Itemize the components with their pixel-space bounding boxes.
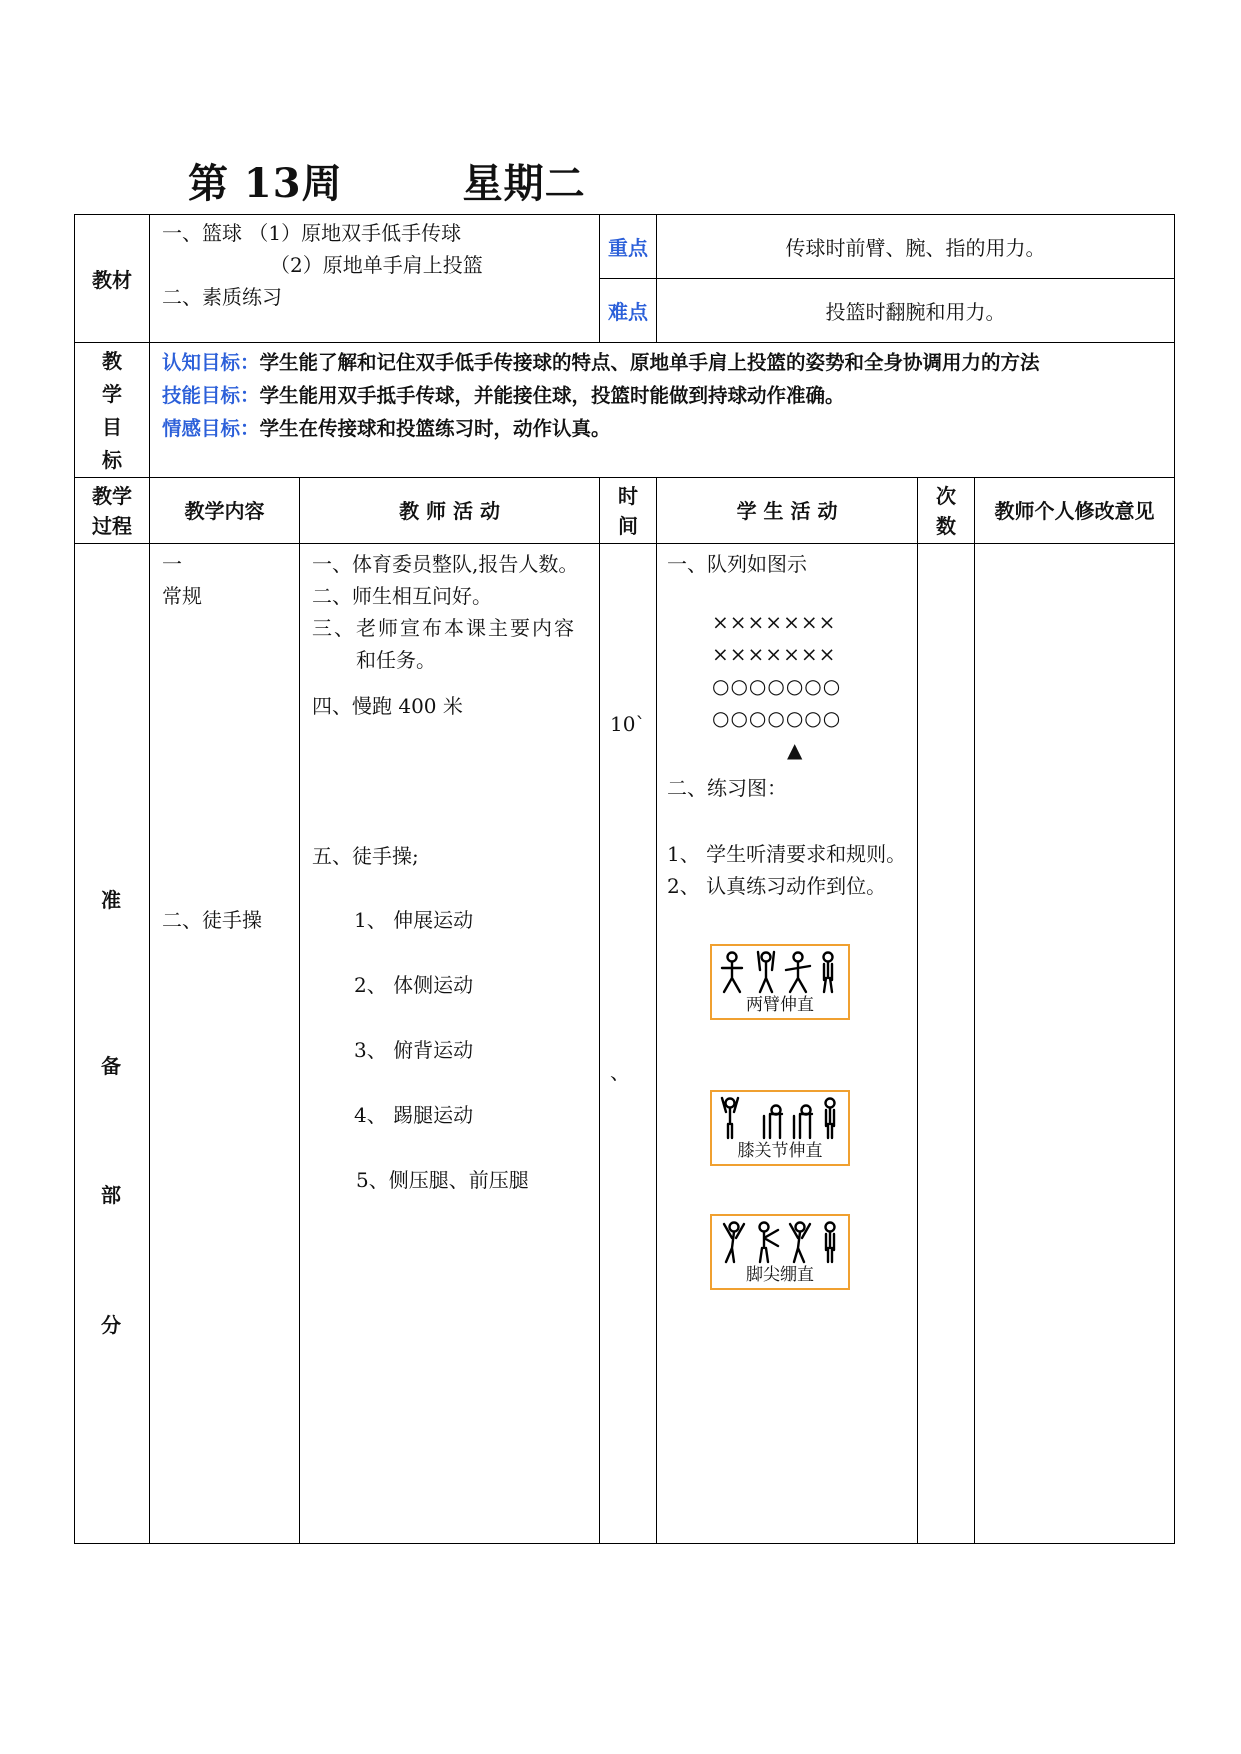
figure-arms-straight — [710, 944, 850, 1020]
material-line-2: （2）原地单手肩上投篮 — [270, 253, 483, 277]
exercise-3: 3、 俯背运动 — [354, 1038, 474, 1062]
requirement-2: 2、 认真练习动作到位。 — [667, 874, 887, 898]
header-count: 次 数 — [918, 478, 975, 544]
teacher-line-2: 二、师生相互问好。 — [312, 584, 492, 608]
section-char-3: 部 — [101, 1183, 121, 1207]
stick-figures-toes-icon — [718, 1220, 842, 1264]
notes-column — [975, 544, 1175, 1544]
formation-row-2: ××××××× — [712, 642, 837, 666]
formation-row-1: ××××××× — [712, 610, 837, 634]
figure-caption-1: 两臂伸直 — [746, 995, 815, 1015]
material-line-1: 一、篮球 （1）原地双手低手传球 — [162, 221, 462, 245]
content-item-1-text: 常规 — [162, 584, 202, 608]
teacher-line-4: 四、慢跑 400 米 — [312, 694, 463, 718]
section-char-4: 分 — [101, 1313, 121, 1337]
header-teacher: 教 师 活 动 — [300, 478, 600, 544]
key-label: 重点 — [600, 215, 657, 279]
exercise-2: 2、 体侧运动 — [354, 973, 474, 997]
practice-title: 二、练习图： — [667, 776, 788, 800]
teacher-line-3b: 和任务。 — [356, 648, 436, 672]
exercise-4: 4、 踢腿运动 — [354, 1103, 474, 1127]
material-label: 教材 — [75, 215, 150, 343]
key-text: 传球时前臂、腕、指的用力。 — [657, 215, 1175, 279]
formation-row-4: ○○○○○○○ — [712, 706, 842, 730]
figure-caption-3: 脚尖绷直 — [746, 1265, 815, 1285]
objectives-content — [150, 343, 1175, 478]
page-title — [188, 152, 586, 209]
header-process: 教学 过程 — [75, 478, 150, 544]
difficulty-text: 投篮时翻腕和用力。 — [657, 279, 1175, 343]
stick-figures-arms-icon — [718, 950, 842, 994]
header-time: 时 间 — [600, 478, 657, 544]
formation-title: 一、队列如图示 — [667, 552, 808, 576]
content-item-1-num: 一 — [162, 552, 182, 576]
time-value: 10` — [610, 712, 646, 736]
teacher-column — [300, 544, 600, 1544]
lesson-plan-table — [74, 214, 1175, 1544]
student-column — [657, 544, 918, 1544]
objectives-label: 教 学 目 标 — [75, 343, 150, 478]
material-line-3: 二、素质练习 — [162, 285, 282, 309]
figure-knees-straight — [710, 1090, 850, 1166]
teacher-triangle: ▲ — [787, 738, 803, 762]
exercise-5: 5、侧压腿、前压腿 — [356, 1168, 529, 1192]
content-item-2: 二、徒手操 — [162, 908, 262, 932]
material-content — [150, 215, 600, 343]
time-column — [600, 544, 657, 1544]
teacher-line-1: 一、体育委员整队,报告人数。 — [312, 552, 579, 576]
teacher-line-3a: 三、老师宣布本课主要内容 — [312, 616, 576, 640]
formation-row-3: ○○○○○○○ — [712, 674, 842, 698]
objective-affective: 情感目标：学生在传接球和投篮练习时，动作认真。 — [162, 417, 611, 440]
figure-caption-2: 膝关节伸直 — [737, 1141, 823, 1161]
content-column — [150, 544, 300, 1544]
stick-figures-knees-icon — [718, 1096, 842, 1140]
header-student: 学 生 活 动 — [657, 478, 918, 544]
figure-toes-pointed — [710, 1214, 850, 1290]
time-mark: 、 — [610, 1060, 631, 1084]
objective-skill: 技能目标：学生能用双手抵手传球，并能接住球，投篮时能做到持球动作准确。 — [162, 384, 845, 407]
header-content: 教学内容 — [150, 478, 300, 544]
section-char-1: 准 — [101, 888, 121, 912]
count-column — [918, 544, 975, 1544]
header-notes: 教师个人修改意见 — [975, 478, 1175, 544]
requirement-1: 1、 学生听清要求和规则。 — [667, 842, 907, 866]
exercise-1: 1、 伸展运动 — [354, 908, 474, 932]
teacher-line-5: 五、徒手操; — [312, 844, 419, 868]
title-day: 星期二 — [462, 160, 586, 207]
section-char-2: 备 — [101, 1054, 121, 1078]
objective-cognitive: 认知目标：学生能了解和记住双手低手传接球的特点、原地单手肩上投篮的姿势和全身协调用力的方法 — [162, 351, 1040, 374]
difficulty-label: 难点 — [600, 279, 657, 343]
title-week: 第 13周 — [188, 160, 343, 207]
section-column — [75, 544, 150, 1544]
